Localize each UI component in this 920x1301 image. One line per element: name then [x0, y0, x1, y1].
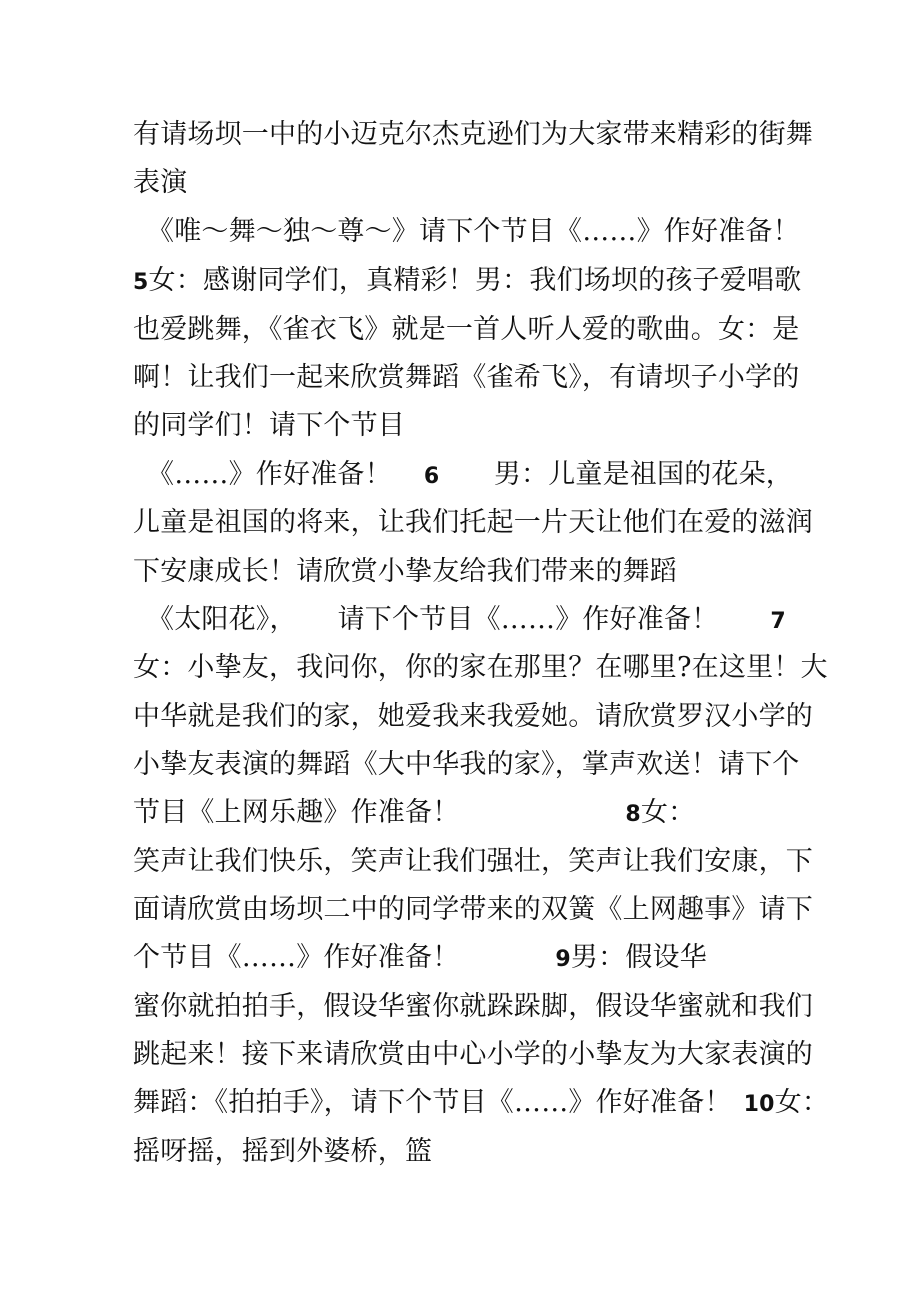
text-segment: 男：儿童是祖国的花朵，: [493, 459, 794, 490]
text-line: 的同学们！请下个节目: [133, 410, 405, 441]
text-line: 跳起来！接下来请欣赏由中心小学的小挚友为大家表演的: [133, 1039, 813, 1070]
text-line: 中华就是我们的家，她爱我来我爱她。请欣赏罗汉小学的: [133, 701, 813, 732]
program-number: 5: [133, 270, 149, 295]
program-number: 9: [555, 947, 571, 972]
text-segment: 女：: [774, 1087, 830, 1118]
text-segment: 《太阳花》， 请下个节目《……》作好准备！: [147, 604, 719, 635]
text-segment: 个节目《……》作好准备！: [133, 942, 460, 973]
program-number: 7: [770, 609, 786, 634]
text-line: 摇呀摇，摇到外婆桥，篮: [133, 1136, 433, 1167]
text-line: 有请场坝一中的小迈克尔杰克逊们为大家带来精彩的街舞: [133, 119, 813, 150]
text-segment: 女：: [640, 797, 696, 828]
text-line: 表演: [133, 167, 188, 198]
program-number: 10: [743, 1092, 775, 1117]
text-line: 啊！让我们一起来欣赏舞蹈《雀希飞》，有请坝子小学的: [133, 362, 800, 393]
text-line: [133, 1083, 830, 1123]
program-number: 6: [423, 464, 440, 489]
text-line: 面请欣赏由场坝二中的同学带来的双簧《上网趣事》请下: [133, 894, 813, 925]
text-segment: 女：感谢同学们，真精彩！男：我们场坝的孩子爱唱歌: [148, 265, 802, 296]
text-line: 笑声让我们快乐，笑声让我们强壮，笑声让我们安康，下: [133, 846, 813, 877]
text-segment: 《……》作好准备！: [147, 459, 392, 490]
text-segment: 舞蹈：《拍拍手》，请下个节目《……》作好准备！: [133, 1087, 732, 1118]
text-line: [133, 938, 803, 978]
text-line: 《唯～舞～独～尊～》请下个节目《……》作好准备！: [147, 216, 800, 247]
text-line: 小挚友表演的舞蹈《大中华我的家》，掌声欢送！请下个: [133, 749, 800, 780]
program-number: 8: [625, 802, 641, 827]
text-line: [147, 600, 817, 640]
text-segment: 节目《上网乐趣》作准备！: [133, 797, 460, 828]
text-line: 女：小挚友，我问你，你的家在那里？在哪里?在这里！大: [133, 652, 828, 683]
text-segment: 男：假设华: [570, 942, 707, 973]
text-line: [133, 793, 803, 833]
text-line: 下安康成长！请欣赏小挚友给我们带来的舞蹈: [133, 556, 677, 587]
text-line: [147, 455, 817, 495]
text-line: 儿童是祖国的将来，让我们托起一片天让他们在爱的滋润: [133, 507, 813, 538]
text-line: 也爱跳舞，《雀衣飞》就是一首人听人爱的歌曲。女：是: [133, 314, 800, 345]
text-line: 蜜你就拍拍手，假设华蜜你就跺跺脚，假设华蜜就和我们: [133, 991, 813, 1022]
text-line: [133, 261, 803, 301]
